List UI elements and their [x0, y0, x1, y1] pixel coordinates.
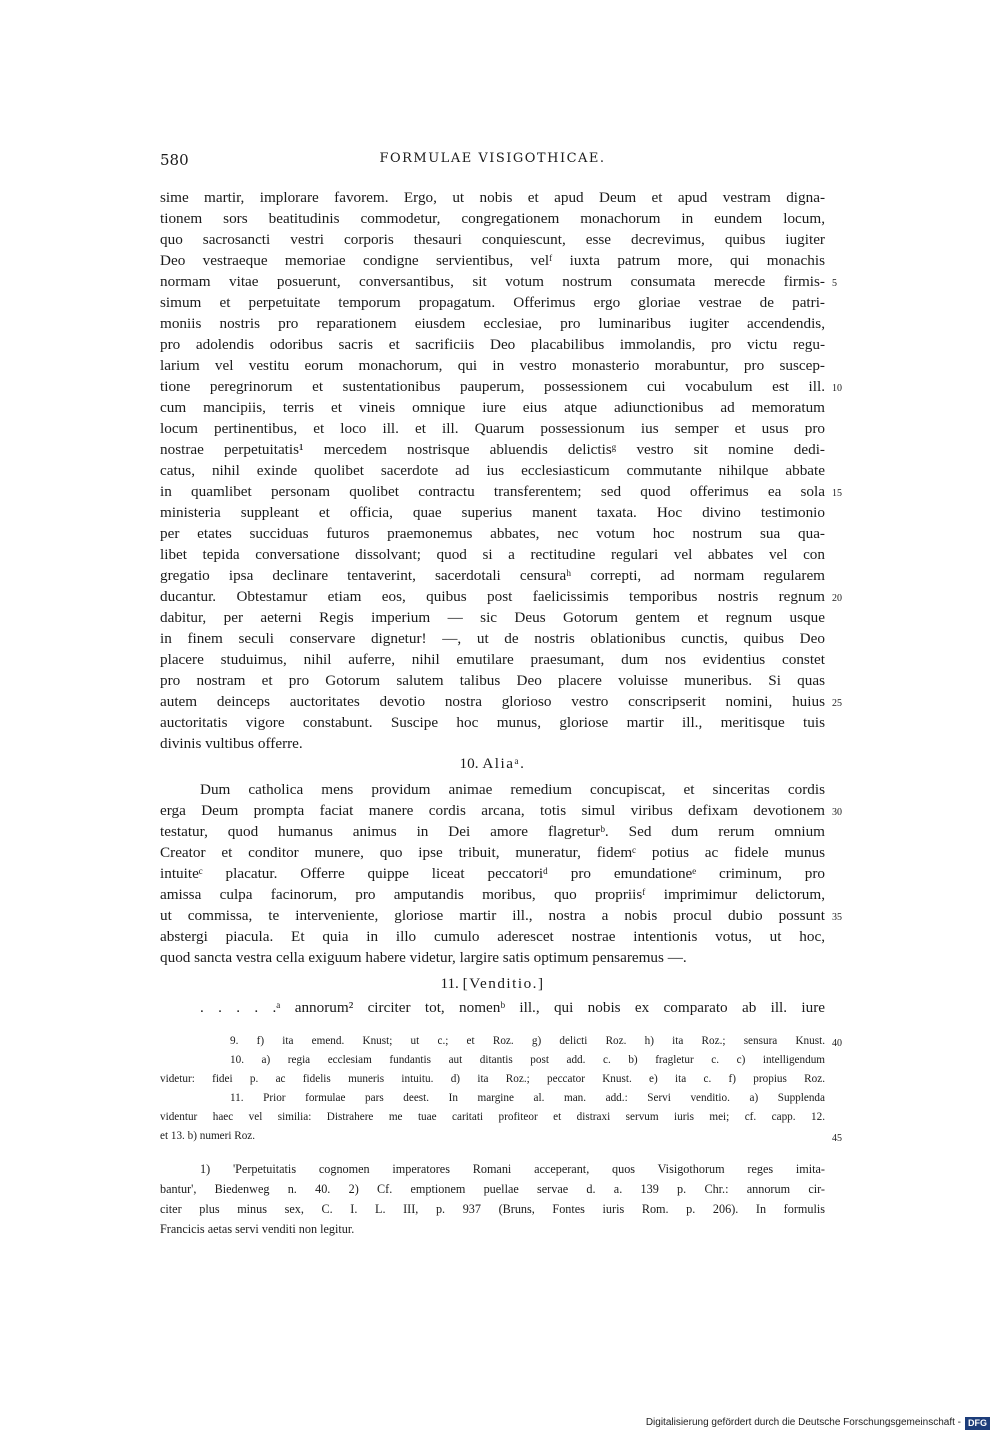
margin-line-number: 20 [832, 593, 842, 604]
body-line: divinis vultibus offerre. [160, 735, 303, 752]
body-line: cum mancipiis, terris et vineis omnique iure eius atque adiunctionibus ad memoratum [160, 399, 825, 416]
margin-line-number: 35 [832, 912, 842, 923]
body-line: amissa culpa facinorum, pro amputandis moribus, quo propriisᶠ imprimimur delictorum, [160, 886, 825, 903]
margin-line-number: 5 [832, 278, 837, 289]
footnote-line: citer plus minus sex, C. I. L. III, p. 937 (Bruns, Fontes iuris Rom. p. 206). In formulis [160, 1202, 825, 1216]
footer-text: Digitalisierung gefördert durch die Deutsche Forschungsgemeinschaft - [645, 1417, 961, 1428]
body-line: ministeria suppleant et officia, quae superius manent taxata. Hoc divino testimonio [160, 504, 825, 521]
body-line: . . . . .ᵃ annorum² circiter tot, nomenᵇ ill., qui nobis ex comparato ab ill. iure [200, 999, 825, 1016]
body-line: ducantur. Obtestamur etiam eos, quibus post faelicissimis temporibus nostris regnum [160, 588, 825, 605]
margin-line-number: 10 [832, 383, 842, 394]
dfg-logo: DFG [965, 1417, 990, 1430]
footnote-line: Francicis aetas servi venditi non legitur. [160, 1222, 355, 1236]
section-heading-11 [160, 973, 825, 995]
body-line: libet tepida conversatione dissolvant; quod si a rectitudine regulari vel abbates vel con [160, 546, 825, 563]
section-title: [Venditio.] [462, 975, 545, 992]
body-line: ut commissa, te interveniente, gloriose martir ill., nostra a nobis procul dubio possunt [160, 907, 825, 924]
margin-line-number: 25 [832, 698, 842, 709]
running-title: FORMULAE VISIGOTHICAE. [379, 151, 606, 166]
body-line: larium vel vestitu eorum monachorum, qui in vestro monasterio morabuntur, pro suscep- [160, 357, 825, 374]
body-line: catus, nihil exinde quolibet sacerdote ad ius ecclesiasticum commutante nihilque abbate [160, 462, 825, 479]
body-line: simum et perpetuitate temporum propagatum. Offerimus ergo gloriae vestrae de patri- [160, 294, 825, 311]
section-title: Aliaᵃ. [482, 755, 526, 772]
body-line: Deo vestraeque memoriae condigne servientibus, velᶠ iuxta patrum more, qui monachis [160, 252, 825, 269]
apparatus-line: 11. Prior formulae pars deest. In margine al. man. add.: Servi venditio. a) Supplenda [230, 1092, 825, 1104]
footnote-line: bantur', Biedenweg n. 40. 2) Cf. emptionem puellae servae d. a. 139 p. Chr.: annorum cir- [160, 1182, 825, 1196]
body-line: pro nostram et pro Gotorum salutem talibus Deo placere voluisse muneribus. Si quas [160, 672, 825, 689]
body-line: nostrae perpetuitatis¹ mercedem nostrisque abluendis delictisᵍ vestro sit nomine dedi- [160, 441, 825, 458]
body-line: tionem sors beatitudinis commodetur, congregationem monachorum in eundem locum, [160, 210, 825, 227]
body-line: in quamlibet personam quolibet contractu transferentem; sed quod offerimus ea sola [160, 483, 825, 500]
section-heading-10 [160, 753, 825, 775]
body-line: erga Deum prompta faciat manere cordis arcana, totis simul viribus defixam devotionem [160, 802, 825, 819]
body-line: in finem seculi conservare dignetur! —, ut de nostris oblationibus cunctis, quibus Deo [160, 630, 825, 647]
body-line: tione peregrinorum et sustentationibus pauperum, possessionem cui vocabulum est ill. [160, 378, 825, 395]
body-line: intuiteᶜ placatur. Offerre quippe liceat peccatoriᵈ pro emundationeᵉ criminum, pro [160, 865, 825, 882]
apparatus-line: et 13. b) numeri Roz. [160, 1130, 256, 1142]
margin-line-number: 30 [832, 807, 842, 818]
body-line: auctoritatis vigore constabunt. Suscipe hoc munus, gloriose martir ill., meritisque tuis [160, 714, 825, 731]
body-line: dabitur, per aeterni Regis imperium — sic Deus Gotorum gentem et regnum usque [160, 609, 825, 626]
body-line: gregatio ipsa declinare tentaverint, sacerdotali censuraʰ correpti, ad normam regularem [160, 567, 825, 584]
apparatus-line: videntur haec vel similia: Distrahere me tuae caritati profiteor et distraxi servum iuris mei; cf. capp. 12. [160, 1111, 825, 1123]
body-line: moniis nostris pro reparationem eiusdem ecclesiae, pro luminaribus iugiter accendendis, [160, 315, 825, 332]
digitization-footer [646, 1416, 990, 1430]
body-line: quod sancta vestra cella exiguum habere videtur, largire satis optimum pensaremus —. [160, 949, 687, 966]
body-line: per etates succiduas futuros praemonemus abbates, nec votum hoc nostrum sua qua- [160, 525, 825, 542]
margin-line-number: 15 [832, 488, 842, 499]
margin-line-number: 40 [832, 1038, 842, 1049]
body-line: autem deinceps auctoritates devotio nostra glorioso vestro conscripserit nomini, huius [160, 693, 825, 710]
page-number: 580 [160, 151, 189, 169]
section-number: 10. [459, 755, 479, 772]
body-line: pro adolendis odoribus sacris et sacrificiis Deo placabilibus immolandis, pro victu regu- [160, 336, 825, 353]
body-line: placere studuimus, nihil auferre, nihil emutilare praesumant, dum nos evidentius constet [160, 651, 825, 668]
body-line: abstergi piacula. Et quia in illo cumulo aderescet nostrae intentionis votus, ut hoc, [160, 928, 825, 945]
apparatus-line: 10. a) regia ecclesiam fundantis aut ditantis post add. c. b) fragletur c. c) intelligendum [230, 1054, 825, 1066]
body-line: locum pertinentibus, et loco ill. et ill. Quarum possessionum ius semper et usus pro [160, 420, 825, 437]
body-line: normam vitae posuerunt, conversantibus, sit votum nostrum consumata merecde firmis- [160, 273, 825, 290]
margin-line-number: 45 [832, 1133, 842, 1144]
body-line: testatur, quod humanus animus in Dei amore flagreturᵇ. Sed dum rerum omnium [160, 823, 825, 840]
apparatus-line: videtur: fidei p. ac fidelis muneris intuitu. d) ita Roz.; peccator Knust. e) ita c. f) propius Roz. [160, 1073, 825, 1085]
body-line: Creator et conditor munere, quo ipse tribuit, muneratur, fidemᶜ potius ac fidele munus [160, 844, 825, 861]
apparatus-line: 9. f) ita emend. Knust; ut c.; et Roz. g) delicti Roz. h) ita Roz.; sensura Knust. [230, 1035, 825, 1047]
footnote-line: 1) 'Perpetuitatis cognomen imperatores Romani acceperant, quos Visigothorum reges imita- [200, 1162, 825, 1176]
section-number: 11. [440, 975, 459, 992]
body-line: sime martir, implorare favorem. Ergo, ut nobis et apud Deum et apud vestram digna- [160, 189, 825, 206]
page-header [160, 151, 825, 173]
body-line: quo sacrosancti vestri corporis thesauri conquiescunt, esse decrevimus, quibus iugiter [160, 231, 825, 248]
body-line: Dum catholica mens providum animae remedium concupiscat, et sinceritas cordis [200, 781, 825, 798]
